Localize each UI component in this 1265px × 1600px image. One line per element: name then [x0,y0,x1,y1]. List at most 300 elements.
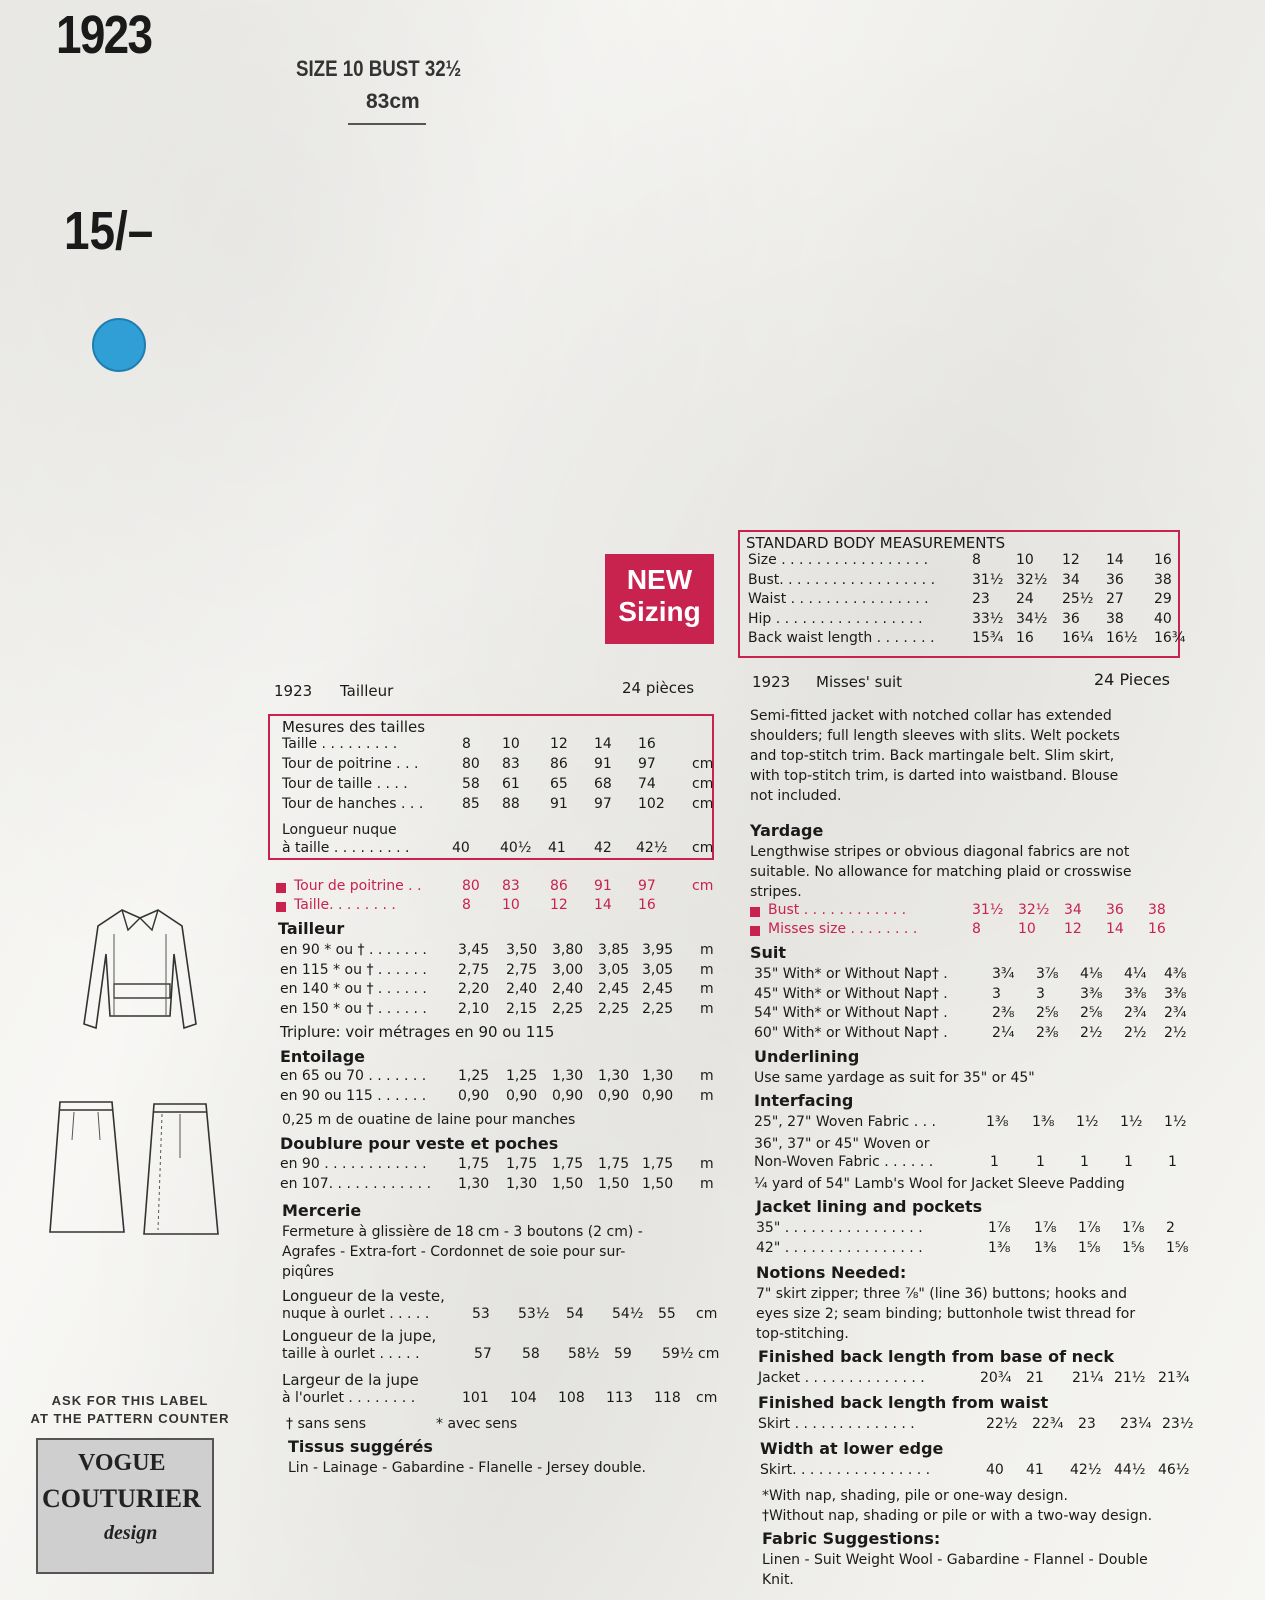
en-footnote2: †Without nap, shading or pile or with a two-way design. [762,1508,1153,1524]
row-value: 0,90 [598,1088,630,1104]
fr-entoilage-row [280,1088,714,1108]
row-value: 2,20 [458,981,490,997]
row-value: 2½ [1080,1024,1103,1041]
en-interfacing-row [754,1114,1194,1134]
row-label: en 90 * ou † . . . . . . . [280,942,427,958]
label-caption-line2: AT THE PATTERN COUNTER [30,1411,230,1426]
row-value: 1,50 [552,1176,584,1192]
en-pieces: 24 Pieces [1094,670,1171,689]
row-value: 10 [502,897,520,913]
label-brand2: COUTURIER [42,1484,201,1513]
row-value: 91 [594,756,612,772]
fr-mercerie-line: Fermeture à glissière de 18 cm - 3 boutons (2 cm) - [282,1224,643,1240]
row-value: 2¾ [1124,1005,1147,1021]
row-value: 1⅜ [1032,1114,1055,1130]
new-sizing-badge [605,554,714,644]
row-value: 40 [452,840,470,856]
row-value: 2¼ [992,1024,1015,1041]
row-value: 2¾ [1164,1005,1187,1021]
row-unit: m [700,961,714,978]
row-value: 2,40 [506,981,538,997]
row-value: 23½ [1162,1416,1194,1432]
row-value: 21¼ [1072,1370,1104,1386]
row-label: Taille. . . . . . . . [294,897,396,913]
row-value: 16 [638,897,656,913]
row-value: 54 [566,1306,584,1322]
row-value: 3 [1036,985,1045,1002]
row-value: 38 [1148,902,1166,918]
standard-row [748,630,1188,650]
row-value: 83 [502,756,520,772]
en-description-line: with top-stitch trim, is darted into waistband. Blouse [750,768,1119,784]
row-value: 1⅞ [1034,1220,1057,1236]
row-value: 91 [550,796,568,812]
row-value: 3⅜ [1124,985,1147,1002]
fr-avec-sens: * avec sens [436,1416,518,1432]
pink-marker [750,926,760,936]
row-value: 23 [972,591,990,607]
fr-pieces: 24 pièces [622,679,695,697]
row-unit: m [700,1088,714,1104]
row-value: 118 [654,1390,681,1406]
row-label: Non-Woven Fabric . . . . . . [754,1154,934,1170]
row-value: 86 [550,878,568,894]
row-value: 8 [462,897,471,913]
row-unit: m [700,942,714,958]
row-label: 35" With* or Without Nap† . [754,966,948,982]
row-value: 23¼ [1120,1416,1152,1432]
row-value: 22½ [986,1416,1018,1432]
fr-tailleur-row [280,961,714,982]
row-value: 12 [1064,921,1082,937]
en-pink-row [750,902,1190,922]
row-label: 45" With* or Without Nap† . [754,985,948,1002]
pink-marker [276,883,286,893]
row-label: Taille . . . . . . . . . [282,736,398,752]
en-interfacing-row2-label1: 36", 37" or 45" Woven or [754,1136,930,1152]
row-value: 32½ [1018,902,1050,918]
fr-nuque-row [282,840,714,860]
row-value: 46½ [1158,1462,1190,1478]
row-value: 58 [462,776,480,792]
row-value: 3,00 [552,961,584,978]
en-suit-title: Suit [750,943,787,962]
jacket-back-sketch [70,904,210,1044]
fr-title: Tailleur [340,682,394,700]
pink-marker [750,907,760,917]
en-yardage-title: Yardage [750,821,824,840]
row-value: 83 [502,878,520,894]
fr-doublure-row [280,1176,714,1196]
en-underlining: Use same yardage as suit for 35" or 45" [754,1070,1035,1086]
fr-entoilage-title: Entoilage [280,1047,366,1066]
fr-tailleur-title: Tailleur [278,919,345,938]
row-value: 86 [550,756,568,772]
row-value: 10 [502,736,520,752]
row-value: 33½ [972,610,1004,627]
row-value: 20¾ [980,1370,1012,1386]
en-yardage-note: Lengthwise stripes or obvious diagonal fabrics are not [750,844,1130,860]
row-value: 36 [1062,610,1080,627]
row-value: 8 [972,552,981,568]
row-value: 1½ [1164,1114,1187,1130]
en-fabric-title: Fabric Suggestions: [762,1529,941,1548]
row-value: 59½ [662,1346,694,1362]
row-value: 40 [986,1462,1004,1478]
row-value: 1⅝ [1122,1240,1145,1256]
fr-pink-row [276,878,714,898]
fr-mercerie-title: Mercerie [282,1201,362,1220]
en-lining-row [756,1220,1196,1240]
row-value: 3⅜ [1080,985,1103,1002]
row-value: 16 [1016,630,1034,646]
row-value: 31½ [972,571,1004,588]
fr-measure-row [282,736,692,756]
standard-row [748,552,1188,572]
row-value: 2 [1166,1220,1175,1236]
row-value: 16¾ [1154,630,1186,646]
row-value: 2,75 [458,961,490,978]
en-underlining-title: Underlining [754,1047,860,1066]
row-label: en 115 * ou † . . . . . . [280,961,427,978]
row-value: 3,45 [458,942,490,958]
row-value: 25½ [1062,591,1094,607]
size-stamp-cm: 83cm [366,90,420,113]
en-notions-line: eyes size 2; seam binding; buttonhole twist thread for [756,1306,1136,1322]
row-value: 58 [522,1346,540,1362]
row-value: 16¼ [1062,630,1094,646]
row-value: 2½ [1124,1024,1147,1041]
row-value: 31½ [972,902,1004,918]
row-value: 36 [1106,571,1124,588]
fr-jupe-label1: Longueur de la jupe, [282,1327,437,1345]
row-value: 2,45 [598,981,630,997]
row-value: 16 [1148,921,1166,937]
row-value: 57 [474,1346,492,1362]
row-value: 10 [1016,552,1034,568]
en-description-line: Semi-fitted jacket with notched collar has extended [750,708,1112,724]
label-brand1: VOGUE [78,1450,166,1476]
row-value: 12 [550,736,568,752]
fr-pink-row [276,897,692,917]
row-value: 59 [614,1346,632,1362]
standard-row [748,572,1188,592]
fr-veste-label1: Longueur de la veste, [282,1287,445,1305]
row-value: 27 [1106,591,1124,607]
row-label: en 65 ou 70 . . . . . . . [280,1068,427,1084]
fr-measure-title: Mesures des tailles [282,718,426,736]
row-label: Tour de hanches . . . [282,796,424,812]
row-value: 40½ [500,840,532,856]
row-value: 16 [638,736,656,752]
row-value: 1½ [1120,1114,1143,1130]
row-value: 3,05 [598,961,630,978]
row-value: 2,25 [642,1000,674,1017]
en-footnote1: *With nap, shading, pile or one-way design. [762,1488,1068,1504]
row-value: 14 [1106,921,1124,937]
row-unit: m [700,981,714,997]
en-pink-row [750,921,1190,941]
fr-veste-row [282,1306,718,1326]
row-value: 2,10 [458,1000,490,1017]
row-value: 1,30 [506,1176,538,1192]
en-interfacing-row2 [754,1154,1194,1174]
row-value: 40 [1154,610,1172,627]
row-unit: m [700,1176,714,1192]
row-value: 97 [638,878,656,894]
row-label: Skirt . . . . . . . . . . . . . . [758,1416,915,1432]
row-value: 3⅜ [1164,985,1187,1002]
pattern-number: 1923 [56,5,152,65]
fr-triplure: Triplure: voir métrages en 90 ou 115 [280,1023,555,1041]
row-value: 3,50 [506,942,538,958]
row-value: 0,90 [458,1088,490,1104]
row-value: 54½ [612,1306,644,1322]
en-title: Misses' suit [816,673,903,691]
row-value: 1⅞ [988,1220,1011,1236]
row-value: 1⅝ [1166,1240,1189,1256]
row-value: 1 [1080,1154,1089,1170]
row-value: 55 [658,1306,676,1322]
fr-tissus: Lin - Lainage - Gabardine - Flanelle - Jersey double. [288,1460,646,1476]
row-value: 68 [594,776,612,792]
row-label: Waist . . . . . . . . . . . . . . . . [748,591,929,607]
row-value: 2⅝ [1080,1005,1103,1021]
row-label: Hip . . . . . . . . . . . . . . . . . [748,610,923,627]
fr-largeur-row [282,1390,718,1410]
en-edge-title: Width at lower edge [760,1439,944,1458]
row-value: 2,25 [598,1000,630,1017]
row-value: 1⅝ [1078,1240,1101,1256]
price: 15/– [64,201,154,261]
row-label: Skirt. . . . . . . . . . . . . . . . [760,1462,931,1478]
row-value: 34½ [1016,610,1048,627]
row-unit: cm [696,1390,718,1406]
row-value: 1,75 [552,1156,584,1172]
row-value: 8 [462,736,471,752]
row-value: 1 [1036,1154,1045,1170]
row-value: 1 [990,1154,999,1170]
row-label: 35" . . . . . . . . . . . . . . . . [756,1220,923,1236]
row-value: 3,80 [552,942,584,958]
row-value: 1,75 [506,1156,538,1172]
standard-row [748,611,1188,631]
row-unit: cm [692,756,714,772]
row-value: 29 [1154,591,1172,607]
row-label: Misses size . . . . . . . . [768,921,918,937]
en-lining-row [756,1240,1196,1260]
row-label: Tour de poitrine . . . [282,756,419,772]
fr-largeur-label1: Largeur de la jupe [282,1371,419,1389]
row-unit: m [700,1000,714,1017]
row-value: 104 [510,1390,537,1406]
row-value: 3 [992,985,1001,1002]
standard-row [748,591,1188,611]
row-value: 1,30 [552,1068,584,1084]
row-value: 23 [1078,1416,1096,1432]
row-value: 1⅜ [986,1114,1009,1130]
label-caption-line1: ASK FOR THIS LABEL [51,1393,209,1408]
row-value: 97 [594,796,612,812]
fr-entoilage-row [280,1068,714,1088]
stamp-underline [348,123,426,125]
row-value: 36 [1106,902,1124,918]
row-value: 2½ [1164,1024,1187,1041]
row-value: 3,05 [642,961,674,978]
row-value: 16 [1154,552,1172,568]
row-value: 1,25 [506,1068,538,1084]
en-suit-row [754,986,1194,1006]
row-value: 1,75 [598,1156,630,1172]
row-value: 1,25 [458,1068,490,1084]
row-label: en 90 . . . . . . . . . . . . [280,1156,427,1172]
standard-title: STANDARD BODY MEASUREMENTS [746,534,1006,552]
row-label: Jacket . . . . . . . . . . . . . . [758,1370,925,1386]
row-label: Tour de poitrine . . [294,878,422,894]
row-value: 65 [550,776,568,792]
row-label: à l'ourlet . . . . . . . . [282,1390,416,1406]
row-value: 2,25 [552,1000,584,1017]
row-label: 54" With* or Without Nap† . [754,1005,948,1021]
fr-measure-row [282,776,714,796]
row-unit: m [700,1156,714,1172]
skirt-front-sketch [46,1096,128,1238]
row-label: à taille . . . . . . . . . [282,840,410,856]
row-value: 1 [1124,1154,1133,1170]
fr-tailleur-row [280,942,714,962]
row-value: 1,75 [642,1156,674,1172]
row-value: 2,40 [552,981,584,997]
row-value: 1,75 [458,1156,490,1172]
row-value: 2,45 [642,981,674,997]
row-value: 88 [502,796,520,812]
en-notions-line: top-stitching. [756,1326,849,1342]
row-label: Bust . . . . . . . . . . . . [768,902,907,918]
fr-sans-sens: † sans sens [286,1416,367,1432]
row-label: nuque à ourlet . . . . . [282,1306,430,1322]
row-value: 12 [550,897,568,913]
row-value: 34 [1064,902,1082,918]
row-value: 2⅜ [992,1005,1015,1021]
row-value: 1 [1168,1154,1177,1170]
row-value: 3,95 [642,942,674,958]
en-interfacing-title: Interfacing [754,1091,854,1110]
fr-tailleur-row [280,1000,714,1021]
row-unit: cm [692,878,714,894]
fr-pattern-number: 1923 [274,682,313,700]
row-value: 1,30 [642,1068,674,1084]
row-value: 15¾ [972,630,1004,646]
row-value: 12 [1062,552,1080,568]
row-value: 16½ [1106,630,1138,646]
fr-measure-row [282,756,714,776]
en-lining-title: Jacket lining and pockets [756,1197,983,1216]
row-value: 10 [1018,921,1036,937]
row-label: 60" With* or Without Nap† . [754,1024,948,1041]
row-value: 1,30 [598,1068,630,1084]
row-value: 53 [472,1306,490,1322]
row-label: en 140 * ou † . . . . . . [280,981,427,997]
row-value: 14 [594,897,612,913]
row-value: 14 [594,736,612,752]
vogue-couturier-label [36,1438,214,1574]
size-stamp: SIZE 10 BUST 32½ [296,56,462,81]
row-value: 4⅛ [1080,966,1103,982]
en-neck-title: Finished back length from base of neck [758,1347,1114,1366]
skirt-back-sketch [140,1098,222,1240]
fr-nuque-label1: Longueur nuque [282,822,397,838]
row-value: 2⅝ [1036,1005,1059,1021]
label-brand3: design [104,1522,158,1544]
row-value: 32½ [1016,571,1048,588]
en-fabric-line: Linen - Suit Weight Wool - Gabardine - Flannel - Double [762,1552,1148,1568]
row-value: 97 [638,756,656,772]
badge-line2: Sizing [618,596,701,627]
en-fabric-line: Knit. [762,1572,794,1588]
en-notions-line: 7" skirt zipper; three ⅞" (line 36) buttons; hooks and [756,1286,1128,1302]
en-edge-row [760,1462,1200,1482]
row-value: 1,50 [642,1176,674,1192]
row-value: 14 [1106,552,1124,568]
row-label: taille à ourlet . . . . . [282,1346,420,1362]
en-notions-title: Notions Needed: [756,1263,907,1282]
row-label: Back waist length . . . . . . . [748,630,935,646]
row-value: 4¼ [1124,966,1147,982]
row-value: 108 [558,1390,585,1406]
row-value: 3¾ [992,966,1015,982]
en-suit-row [754,1005,1194,1025]
row-value: 21 [1026,1370,1044,1386]
row-value: 22¾ [1032,1416,1064,1432]
en-yardage-note: suitable. No allowance for matching plaid or crosswise [750,864,1132,880]
label-caption [20,1392,240,1428]
row-value: 41 [1026,1462,1044,1478]
row-value: 4⅜ [1164,966,1187,982]
row-value: 91 [594,878,612,894]
blue-dot-sticker [92,318,146,372]
row-value: 102 [638,796,665,812]
row-value: 1⅞ [1122,1220,1145,1236]
row-value: 41 [548,840,566,856]
fr-mercerie-line: piqûres [282,1264,334,1280]
row-unit: cm [692,796,714,812]
row-value: 44½ [1114,1462,1146,1478]
en-pattern-number: 1923 [752,673,791,691]
pink-marker [276,902,286,912]
en-waist-title: Finished back length from waist [758,1393,1049,1412]
row-value: 1,50 [598,1176,630,1192]
fr-tissus-title: Tissus suggérés [288,1437,433,1456]
row-label: en 90 ou 115 . . . . . . [280,1088,427,1104]
row-label: 25", 27" Woven Fabric . . . [754,1114,936,1130]
row-unit: cm [698,1346,720,1362]
en-description-line: shoulders; full length sleeves with slits. Welt pockets [750,728,1120,744]
row-value: 85 [462,796,480,812]
row-value: 2⅜ [1036,1024,1059,1041]
row-value: 21¾ [1158,1370,1190,1386]
en-skirt-row [758,1416,1198,1436]
row-value: 0,90 [506,1088,538,1104]
en-yardage-note: stripes. [750,884,802,900]
fr-doublure-row [280,1156,714,1176]
row-value: 113 [606,1390,633,1406]
row-value: 42 [594,840,612,856]
fr-jupe-row [282,1346,720,1366]
fr-ouatine: 0,25 m de ouatine de laine pour manches [282,1112,576,1128]
row-value: 21½ [1114,1370,1146,1386]
row-value: 24 [1016,591,1034,607]
row-label: en 150 * ou † . . . . . . [280,1000,427,1017]
